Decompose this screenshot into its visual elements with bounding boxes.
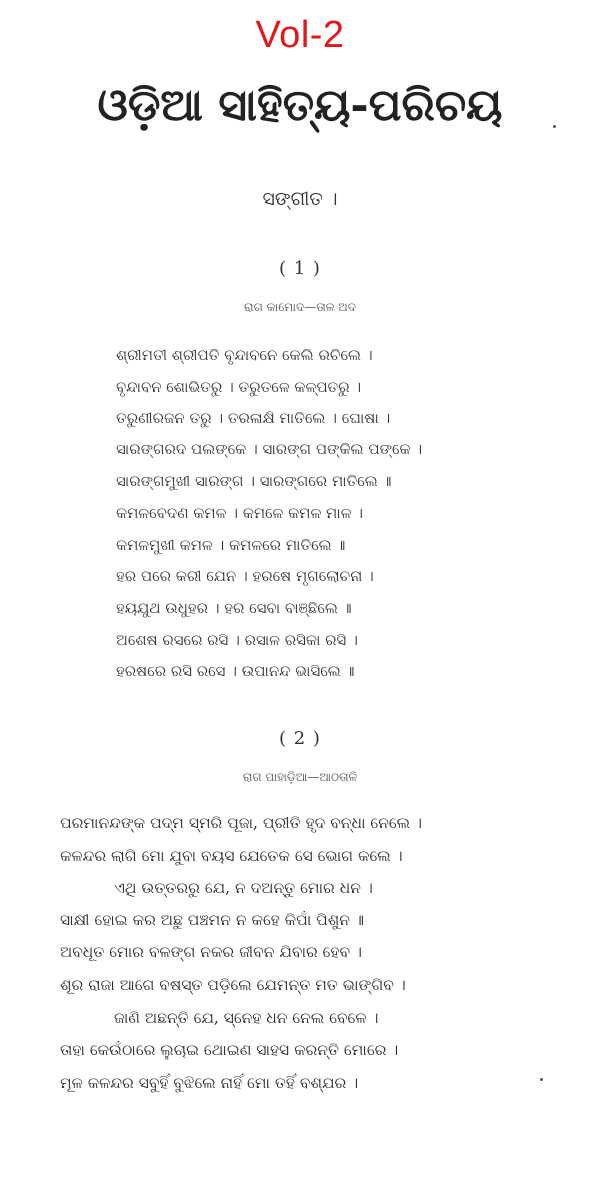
song-1-line: ଅଶେଷ ରସରେ ରସି । ରସାଳ ରସିକା ରସି । [116, 631, 358, 649]
song-1-line: ସାରଙ୍ଗମୁଖୀ ସାରଙ୍ଗ । ସାରଙ୍ଗରେ ମାତିଲେ ॥ [116, 472, 392, 490]
song-1-raga: ରାଗ କାମୋଦ—ତାଳ ଅଦ [244, 300, 356, 314]
song-2-line: ଏଥି ଉତ୍ତରରୁ ଯେ, ନ ଦଅନ୍ତୁ ମୋର ଧନ । [114, 879, 373, 897]
song-2-line: ତାହା କେଉଁଠାରେ ଲୁଚାଇ ଥୋଇଣ ସାହସ କରନ୍ତି ମୋରେ । [60, 1041, 399, 1059]
section-heading: ସଙ୍ଗୀତ । [262, 188, 338, 210]
song-1-line: ବୃନ୍ଦାବନ ଶୋଭିତରୁ । ତରୁତଳେ କଳ୍ପତରୁ । [116, 378, 362, 396]
song-2-line: ଅବଧୂତ ମୋର ବଳଙ୍ଗ ନକର ଜୀବନ ଯିବାର ହେବ । [60, 943, 362, 961]
song-1-line: ଶ୍ରୀମତୀ ଶ୍ରୀପତି ବୃନ୍ଦାବନେ କେଲି ରଚିଲେ । [116, 346, 373, 364]
song-1-number: ( 1 ) [279, 258, 321, 279]
song-2-line: ସାକ୍ଷୀ ହୋଇ କର ଅଛୁ ପଞ୍ଚମନ ନ କହେ କିପାଁ ପିଶୁନ ॥ [60, 911, 365, 929]
volume-label: Vol-2 [255, 14, 345, 56]
song-1-line: କମଳବେଦଣ କମଳ । କମଳେ କମଳ ମାଳ । [116, 504, 364, 522]
song-2-line: ମୂଳ କଳନ୍ଦର ସବୁହିଁ ବୁଝିଲେ ନାହିଁ ମୋ ତହିଁ ବଶ୍ଯର । [60, 1074, 359, 1092]
song-2-raga: ରାଗ ପାହାଡ଼ିଆ—ଆଠତାଳି [242, 770, 358, 784]
song-1-line: ହର ପରେ କରୀ ଯେନ । ହରଷେ ମୃଗଲୋଚନା । [116, 567, 374, 585]
print-speck [540, 1078, 543, 1081]
song-2-number: ( 2 ) [279, 728, 321, 749]
song-1-line: ସାରଙ୍ଗରଦ ପଲଙ୍କେ । ସାରଙ୍ଗ ପଙ୍କିଲ ପଙ୍କେ । [116, 440, 423, 458]
song-2-line: ଜାଣି ଅଛନ୍ତି ଯେ, ସ୍ନେହ ଧନ ନେଲ ବେଳେ । [114, 1009, 379, 1027]
song-1-line: ହରଷରେ ରସି ରସେ । ଉପାନନ୍ଦ ଭାସିଲେ ॥ [116, 662, 355, 680]
song-2-line: ପରମାନନ୍ଦଙ୍କ ପଦ୍ମ ସ୍ମରି ପୂଜା, ପ୍ରୀତି ହୃଦ ବନ୍ଧା ନେଲେ । [60, 814, 423, 832]
print-speck [553, 125, 556, 128]
song-2-line: ଶୂର ରାଜା ଆଗେ ବଷସ୍ତ ପଡ଼ିଲେ ଯେମନ୍ତ ମତ ଭାଙ୍ଗିବ । [60, 976, 406, 994]
song-1-line: ତରୁଣୀରଜନ ତରୁ । ତରଳାକ୍ଷି ମାତିଲେ । ଘୋଷା । [116, 409, 391, 427]
song-1-line: କମଳମୁଖୀ କମଳ । କମଳରେ ମାତିଲେ ॥ [116, 536, 346, 554]
song-2-line: କଳନ୍ଦର ଲାଗି ମୋ ଯୁବା ବୟସ ଯେତେକ ସେ ଭୋଗ କଲେ । [60, 847, 403, 865]
song-1-line: ହୟଯୁଥ ଉଧୁହର । ହର ସେବା ବାଞ୍ଛିଲେ ॥ [116, 599, 352, 617]
book-title: ଓଡ଼ିଆ ସାହିତ୍ୟ-ପରିଚୟ [97, 80, 503, 131]
